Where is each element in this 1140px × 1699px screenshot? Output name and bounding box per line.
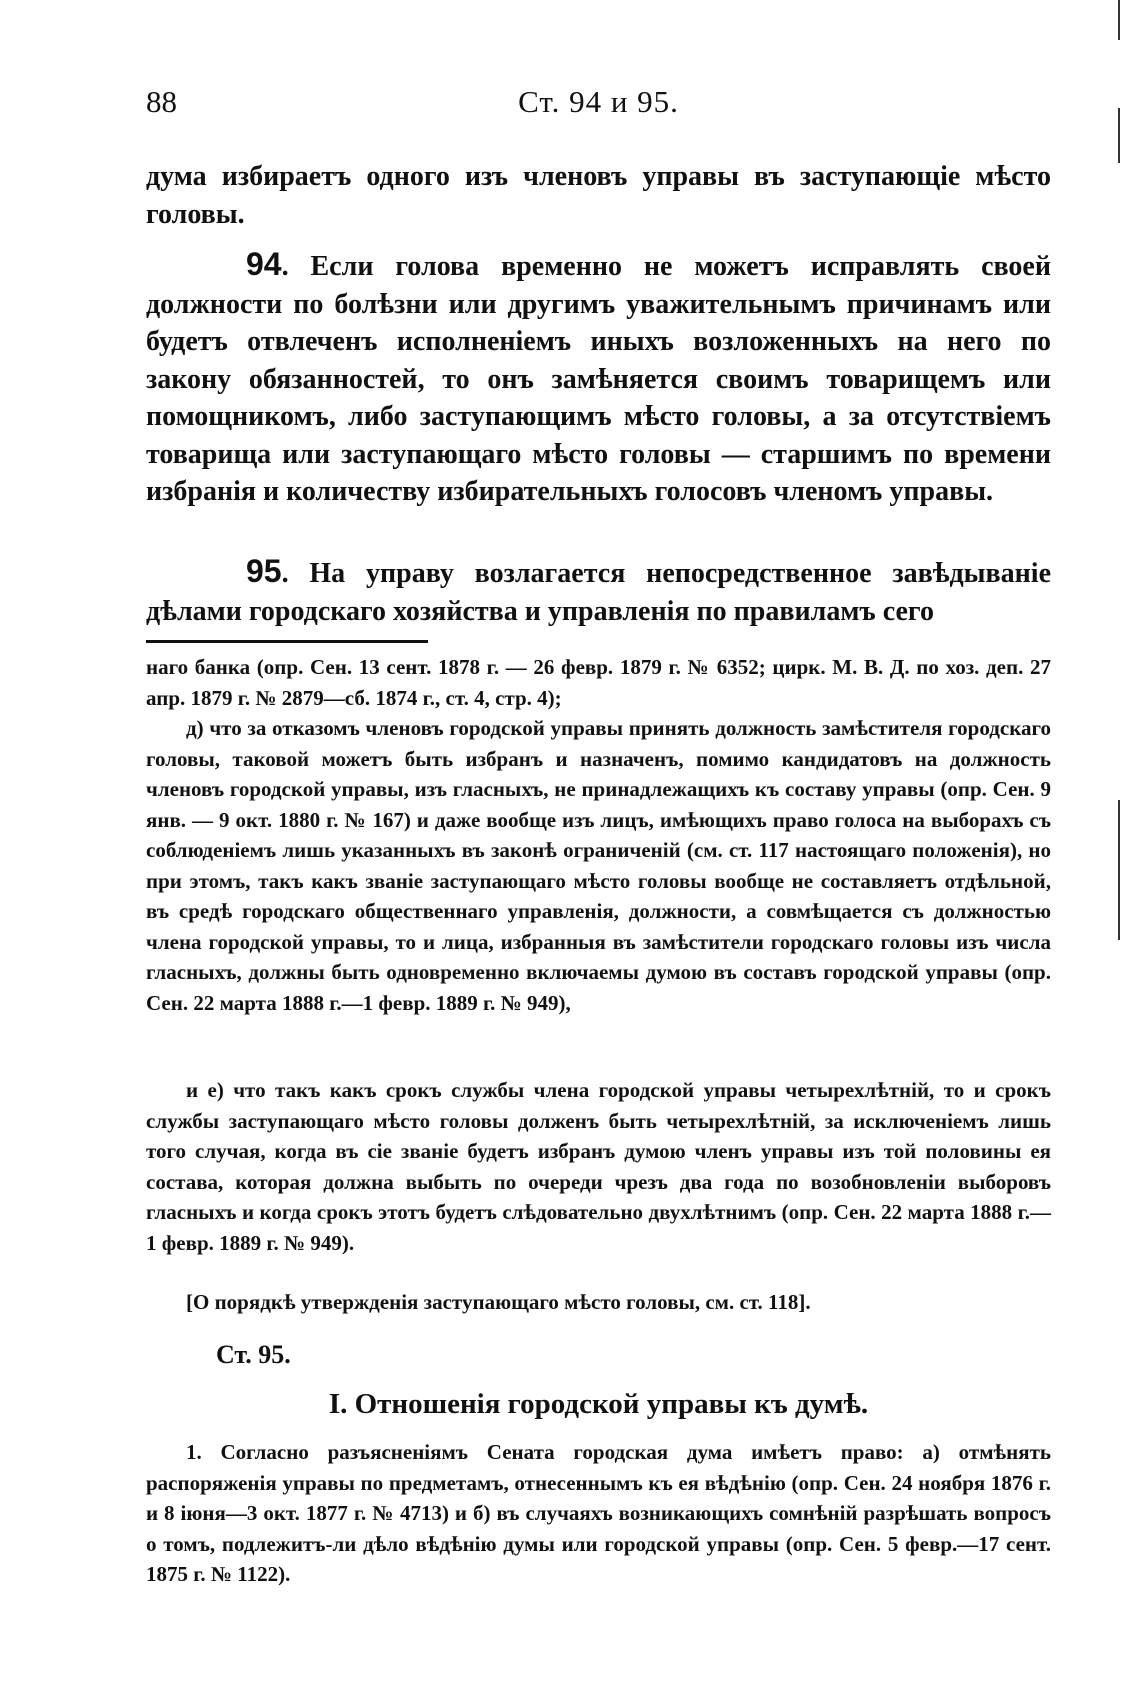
- page-number: 88: [146, 84, 177, 119]
- commentary-article-ref: Ст. 95.: [216, 1340, 291, 1369]
- footnote-text: д) что за отказомъ членовъ городской управы принять должность замѣстителя городскаго головы, таковой можетъ быть избранъ и назначенъ, помимо кандидатовъ на должность членовъ городской управы, изъ гласныхъ, не принадлежащихъ къ составу управы (опр. Сен. 9 янв. — 9 окт. 1880 г. № 167) и даже вообще изъ лицъ, имѣющихъ право голоса на выборахъ съ соблюденіемъ лишь указанныхъ въ законѣ ограниченій (см. ст. 117 настоящаго положенія), но при этомъ, такъ какъ званіе заступающаго мѣсто головы вообще не составляетъ отдѣльной, въ средѣ городскаго общественнаго управленія, должности, а совмѣщается съ должностью члена городской управы, то и лица, избранныя въ замѣстители городскаго головы изъ числа гласныхъ, должны быть одновременно включаемы думою въ составъ городской управы (опр. Сен. 22 марта 1888 г.—1 февр. 1889 г. № 949),: [146, 716, 1051, 1015]
- article-95-number: 95: [246, 553, 282, 589]
- article-94: [146, 246, 1051, 511]
- article-95-text: . На управу возлагается непосредственное завѣдываніе дѣлами городскаго хозяйства и управленія по правиламъ сего: [146, 558, 1051, 627]
- margin-mark: [1118, 108, 1120, 163]
- footnote-text: и е) что такъ какъ срокъ службы члена городской управы четырехлѣтній, то и срокъ службы заступающаго мѣсто головы долженъ быть четырехлѣтній, за исключеніемъ лишь того случая, когда въ сіе званіе будетъ избранъ думою членъ управы изъ той половины ея состава, которая должна выбыть по очереди чрезъ два года по возобновленіи выборовъ гласныхъ и когда срокъ этотъ будетъ слѣдовательно двухлѣтнимъ (опр. Сен. 22 марта 1888 г.—1 февр. 1889 г. № 949).: [146, 1078, 1051, 1255]
- footnote-divider: [146, 640, 428, 643]
- footnote-continuation: [146, 652, 1051, 713]
- page-header: [146, 84, 1051, 124]
- footnote-cross-reference: [146, 1287, 1051, 1318]
- running-title: Ст. 94 и 95.: [518, 84, 679, 119]
- article-94-text: . Если голова временно не можетъ исправлять своей должности по болѣзни или другимъ уважительнымъ причинамъ или будетъ отвлеченъ исполненіемъ иныхъ возложенныхъ на него по закону обязанностей, то онъ замѣняется своимъ товарищемъ или помощникомъ, либо заступающимъ мѣсто головы, а за отсутствіемъ товарища или заступающаго мѣсто головы — старшимъ по времени избранія и количеству избирательныхъ голосовъ членомъ управы.: [146, 251, 1051, 507]
- footnote-text: [О порядкѣ утвержденія заступающаго мѣсто головы, см. ст. 118].: [186, 1290, 811, 1314]
- section-heading: I. Отношенія городской управы къ думѣ.: [328, 1388, 869, 1420]
- footnote-e: [146, 1075, 1051, 1258]
- continuation-paragraph: [146, 158, 1051, 233]
- commentary-text: 1. Согласно разъясненіямъ Сената городская дума имѣетъ право: а) отмѣнять распоряженія управы по предметамъ, отнесеннымъ къ ея вѣдѣнію (опр. Сен. 24 ноября 1876 г. и 8 іюня—3 окт. 1877 г. № 4713) и б) въ случаяхъ возникающихъ сомнѣній разрѣшать вопросъ о томъ, подлежитъ-ли дѣло вѣдѣнію думы или городской управы (опр. Сен. 5 февр.—17 сент. 1875 г. № 1122).: [146, 1440, 1051, 1586]
- continuation-text: дума избираетъ одного изъ членовъ управы въ заступающіе мѣсто головы.: [146, 161, 1051, 230]
- footnote-text: наго банка (опр. Сен. 13 сент. 1878 г. — 26 февр. 1879 г. № 6352; цирк. М. В. Д. по хоз. деп. 27 апр. 1879 г. № 2879—сб. 1874 г., ст. 4, стр. 4);: [146, 655, 1051, 710]
- margin-mark: [1118, 800, 1120, 940]
- article-94-number: 94: [246, 246, 282, 282]
- article-95: [146, 553, 1051, 630]
- margin-mark: [1118, 0, 1120, 40]
- commentary-item-1: [146, 1437, 1051, 1590]
- footnote-d: [146, 713, 1051, 1018]
